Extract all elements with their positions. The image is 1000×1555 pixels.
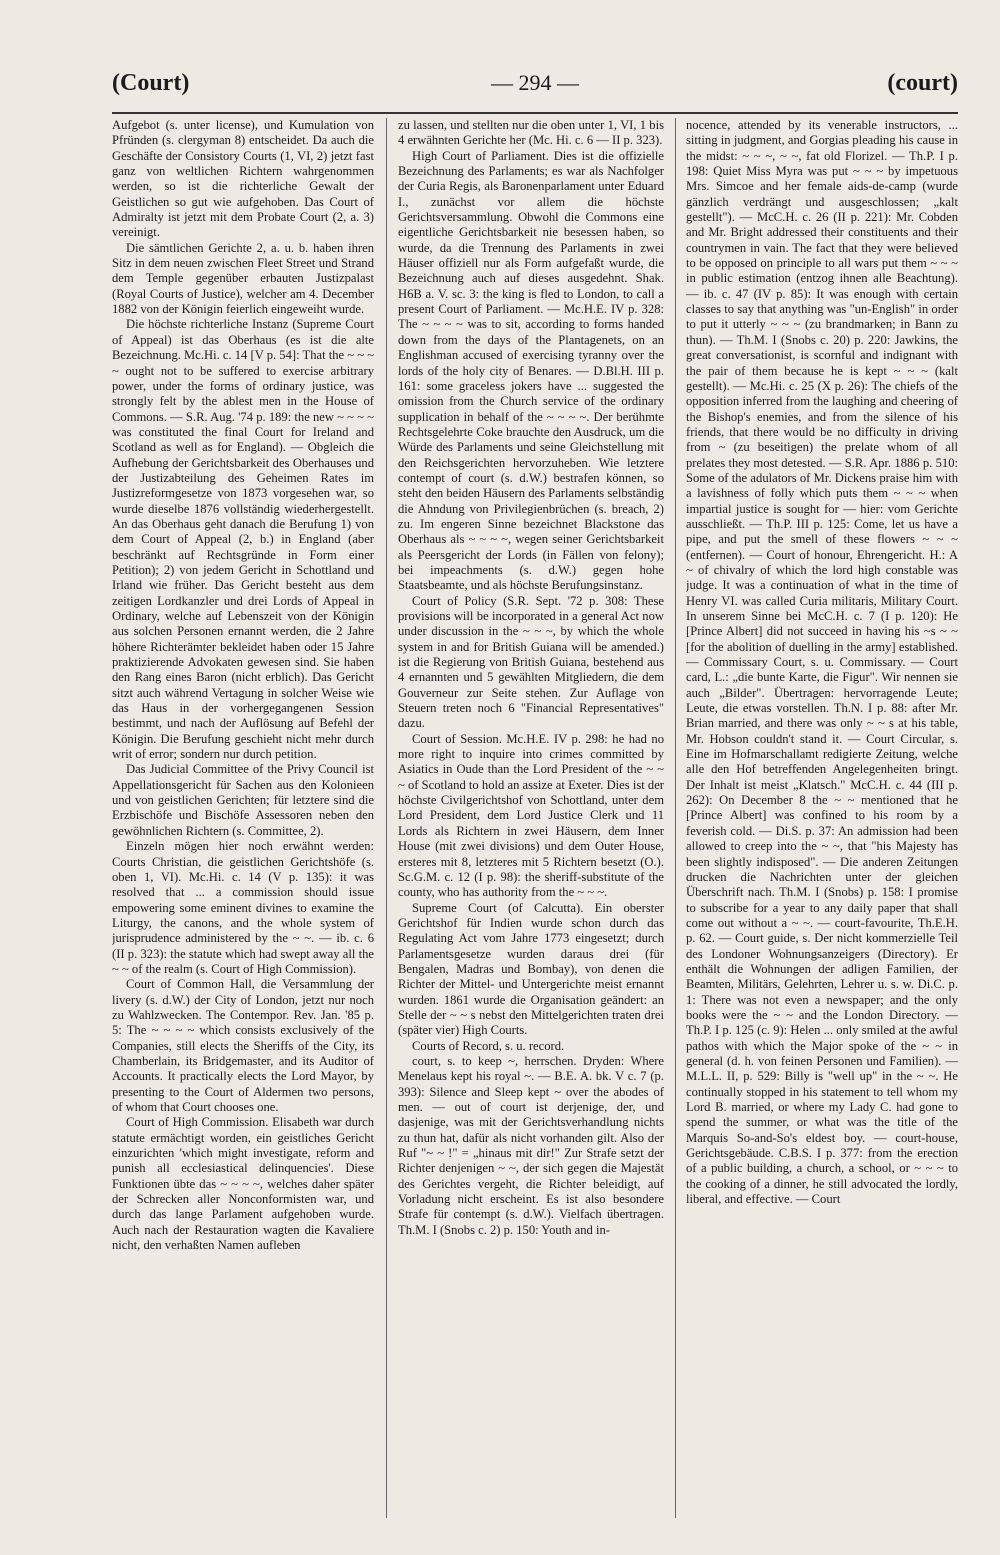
paragraph: High Court of Parliament. Dies ist die offizielle Bezeichnung des Parlaments; es war als Nachfolger der Curia Regis, als Baronenparlament unter Eduard I., zunächst vor allem die höchste Gerichtsversammlung. Obwohl die Commons eine eigentliche Gerichtsbarkeit nie besessen haben, so wurde, da die Trennung des Parlaments in zwei Häuser offiziell nur als Form aufgefaßt wurde, die Bezeichnung auch auf dieses ausgedehnt. Shak. H6B a. V. sc. 3: the king is fled to London, to call a present Court of Parliament. — Mc.H.E. IV p. 328: The ~ ~ ~ ~ was to sit, according to forms handed down from the days of the Plantagenets, on an Englishman accused of exercising tyranny over the lords of the holy city of Benares. — D.Bl.H. III p. 161: some graceless jokers have ... suggested the omission from the Church service of the ordinary supplication in behalf of the ~ ~ ~ ~. Der berühmte Rechtsgelehrte Coke brauchte den Ausdruck, um die Würde des Parlaments und seine Gleichstellung mit den Reichsgerichten hervorzuheben. Wie letztere contempt of court (s. d.W.) bestrafen können, so steht den beiden Häusern des Parlaments selbständig die Ahndung von Privilegienbrüchen (s. breach, 2) zu. Im engeren Sinne bezeichnet Blackstone das Oberhaus als ~ ~ ~ ~, wegen seiner Gerichtsbarkeit als Peersgericht der Lords (in Fällen von felony); bei impeachments (s. d.W.) gegen hohe Staatsbeamte, und als höchste Berufungsinstanz. <box>398 148 664 593</box>
paragraph: Einzeln mögen hier noch erwähnt werden: Courts Christian, die geistlichen Gerichtshöfe (s. oben 1, VI). Mc.Hi. c. 14 (V p. 135): it was resolved that ... a commission should issue empowering some eminent divines to examine the Liturgy, the canons, and the whole system of jurisprudence administered by the ~ ~. — ib. c. 6 (II p. 323): the statute which had swept away all the ~ ~ of the realm (s. Court of High Commission). <box>112 839 374 976</box>
header-rule <box>112 112 958 114</box>
header-left-keyword: (Court) <box>112 70 190 96</box>
column-divider <box>675 118 676 1518</box>
paragraph: zu lassen, und stellten nur die oben unter 1, VI, 1 bis 4 erwähnten Gerichte her (Mc. Hi. c. 6 — II p. 323). <box>398 118 664 148</box>
paragraph: Court of Common Hall, die Versammlung der livery (s. d.W.) der City of London, jetzt nur noch zu Wahlzwecken. The Contempor. Rev. Jan. '85 p. 5: The ~ ~ ~ ~ which consists exclusively of the Companies, still elects the Sheriffs of the City, its Chamberlain, its Bridgemaster, and its Auditor of Accounts. It practically elects the Lord Mayor, by presenting to the Court of Aldermen two persons, of whom that Court chooses one. <box>112 977 374 1114</box>
paragraph: Die sämtlichen Gerichte 2, a. u. b. haben ihren Sitz in dem neuen zwischen Fleet Street und Strand dem Temple gegenüber erbauten Justizpalast (Royal Courts of Justice), welcher am 4. December 1882 von der Königin feierlich eingeweiht wurde. <box>112 240 374 317</box>
paragraph: Court of Policy (S.R. Sept. '72 p. 308: These provisions will be incorporated in a general Act now under discussion in the ~ ~ ~, by which the whole system in and for British Guiana will be amended.) ist die Regierung von British Guiana, bestehend aus 4 ernannten und 5 gewählten Mitgliedern, die dem Gouverneur zur Seite stehen. Zur Auflage von Steuern treten noch 6 "Financial Representatives" dazu. <box>398 593 664 731</box>
paragraph: Court of Session. Mc.H.E. IV p. 298: he had no more right to inquire into crimes committed by Asiatics in Oude than the Lord President of the ~ ~ ~ of Scotland to hold an assize at Exeter. Dies ist der höchste Civilgerichtshof von Schottland, unter dem Lord President, dem Lord Justice Clerk und 11 Lords als Richtern in zwei Häusern, dem Inner House (mit zwei divisions) und dem Outer House, ersteres mit 8, letzteres mit 5 Richtern besetzt (O.). Sc.G.M. c. 12 (I p. 98): the sheriff-substitute of the county, who has authority from the ~ ~ ~. <box>398 731 664 900</box>
paragraph: Court of High Commission. Elisabeth war durch statute ermächtigt worden, ein geistliches Gericht einzurichten 'which might investigate, reform and punish all ecclesiastical delinquencies'. Diese Funktionen übte das ~ ~ ~ ~, welches daher später der Schrecken aller Nonconformisten war, und durch das lange Parlament aufgehoben wurde. Auch nach der Restauration wagten die Kavaliere nicht, den verhaßten Namen aufleben <box>112 1115 374 1253</box>
column-3 <box>686 118 958 1518</box>
page-number: — 294 — <box>491 70 579 95</box>
paragraph: nocence, attended by its venerable instructors, ... sitting in judgment, and Gorgias pleading his cause in the midst: ~ ~ ~, ~ ~, fat old Florizel. — Th.P. I p. 198: Quiet Miss Myra was put ~ ~ ~ by impetuous Mrs. Simcoe and her female aids-de-camp (wurde gänzlich verdrängt und ausgeschlossen; „kalt gestellt"). — McC.H. c. 26 (II p. 221): Mr. Cobden and Mr. Bright addressed their constituents and their countrymen in vain. The fact that they were believed to be opposed on principle to all wars put them ~ ~ ~ in public estimation (entzog ihnen alle Beachtung). — ib. c. 47 (IV p. 85): It was enough with certain classes to say that anything was "un-English" in order to put it utterly ~ ~ ~ (zu brandmarken; in Bann zu thun). — Th.M. I (Snobs c. 20) p. 220: Jawkins, the great conversationist, is scornful and indignant with the pair of them because he is kept ~ ~ ~ (kalt gestellt). — Mc.Hi. c. 25 (X p. 26): The chiefs of the opposition inferred from the laughing and cheering of the Bishop's enemies, and from the silence of his friends, that there would be no difficulty in driving from ~ (zu beseitigen) the prelate whom of all prelates they most detested. — S.R. Apr. 1886 p. 510: Some of the adulators of Mr. Dickens praise him with a lavishness of folly which puts them ~ ~ ~ when impartial justice is sought for — hier: vom Gerichte ausschließt. — Th.P. III p. 125: Come, let us have a pipe, and put the smell of these flowers ~ ~ ~ (entfernen). — Court of honour, Ehrengericht. H.: A ~ of chivalry of which the lord high constable was judge. It was a continuation of what in the time of Henry VI. was called Curia militaris, Military Court. In unserem Sinne bei McC.H. c. 7 (I p. 120): He [Prince Albert] did not succeed in having his ~s ~ ~ [for the abolition of duelling in the army] established. — Commissary Court, s. u. Commissary. — Court card, L.: „die bunte Karte, die Figur". Wir nennen sie auch „Bilder". Übertragen: hervorragende Leute; Leute, die etwas vorstellen. Th.N. I p. 88: after Mr. Brian married, and there was only ~ ~ s at his table, Mr. Hobson couldn't stand it. — Court Circular, s. Eine im Hofmarschallamt redigierte Zeitung, welche alle den Hof betreffenden Angelegenheiten bringt. Der Inhalt ist meist „Klatsch." McC.H. c. 44 (III p. 262): On December 8 the ~ ~ mentioned that he [Prince Albert] was confined to his room by a feverish cold. — Di.S. p. 37: An admission had been allowed to creep into the ~ ~, that "his Majesty has been slightly indisposed". — Die anderen Zeitungen drucken die Nachrichten unter der gleichen Überschrift nach. Th.M. I (Snobs) p. 158: I promise to subscribe for a year to any daily paper that shall come out without a ~ ~. — court-favourite, Th.E.H. p. 62. — Court guide, s. Der nicht kommerzielle Teil des Londoner Wohnungsanzeigers (Directory). Er enthält die Wohnungen der adligen Familien, der Beamten, Militärs, Gelehrten, Lehrer u. s. w. Di.C. p. 1: There was not even a newspaper; and the only books were the ~ ~ and the London Directory. — Th.P. I p. 125 (c. 9): Helen ... only smiled at the awful pathos with which the Major spoke of the ~ ~ in general (d. h. von feinen Personen und Familien). — M.L.L. II, p. 529: Billy is "well up" in the ~ ~. He continually stopped in his statement to tell whom my Lord B. married, or where my Lady C. had gone to spend the summer, or what was the title of the Marquis So-and-So's eldest boy. — court-house, Gerichtsgebäude. C.B.S. I p. 377: from the erection of a public building, a church, a school, or ~ ~ ~ to the cooking of a dinner, he still advocated the lordly, liberal, and effective. — Court <box>686 118 958 1207</box>
paragraph: court, s. to keep ~, herrschen. Dryden: Where Menelaus kept his royal ~. — B.E. A. bk. V c. 7 (p. 393): Silence and Sleep kept ~ over the abodes of men. — out of court ist derjenige, der, und dasjenige, was mit der Gerichtsverhandlung nichts zu thun hat, dafür als nicht vorhanden gilt. Also der Ruf "~ ~ !" = „hinaus mit dir!" Zur Strafe setzt der Richter denjenigen ~ ~, der sich gegen die Majestät des Gerichtes vergeht, die Richter beleidigt, auf Vorladung nicht erscheint. Es ist also besondere Strafe für contempt (s. d.W.). Vielfach übertragen. Th.M. I (Snobs c. 2) p. 150: Youth and in- <box>398 1053 664 1237</box>
paragraph: Courts of Record, s. u. record. <box>412 1038 565 1053</box>
column-1 <box>112 118 374 1518</box>
header-right-keyword: (court) <box>887 70 958 96</box>
paragraph: Supreme Court (of Calcutta). Ein oberster Gerichtshof für Indien wurde schon durch das Regulating Act vom Jahre 1773 eingesetzt; durch Parlamentsgesetze wurden daraus drei (für Bengalen, Madras und Bombay), von denen die Richter der Mittel- und Untergerichte meist ernannt wurden. 1861 wurde die Organisation geändert: an Stelle der ~ ~ s nebst den Mittelgerichten traten drei (später vier) High Courts. <box>398 900 664 1038</box>
paragraph: Aufgebot (s. unter license), und Kumulation von Pfründen (s. clergyman 8) entscheidet. Da auch die Geschäfte der Consistory Courts (1, VI, 2) jetzt fast ganz von weltlichen Richtern wahrgenommen werden, so ist die richterliche Gewalt der Geistlichen so gut wie aufgehoben. Das Court of Admiralty ist jetzt mit dem Probate Court (2, a. 3) vereinigt. <box>112 118 374 240</box>
column-2 <box>398 118 664 1518</box>
paragraph: Die höchste richterliche Instanz (Supreme Court of Appeal) ist das Oberhaus (es ist die alte Bezeichnung. Mc.Hi. c. 14 [V p. 54]: That the ~ ~ ~ ~ ought not to be suffered to exercise arbitrary power, under the forms of ordinary justice, was strongly felt by the ablest men in the House of Commons. — S.R. Aug. '74 p. 189: the new ~ ~ ~ ~ was constituted the final Court for Ireland and Scotland as well as for England). — Obgleich die Aufhebung der Gerichtsbarkeit des Oberhauses und der Justizabteilung des Geheimen Rates im Justizreformgesetze von 1873 vorgesehen war, so wurde dieselbe 1876 vollständig wiederhergestellt. An das Oberhaus geht danach die Berufung 1) von dem Court of Appeal (2, b.) in England (aber beschränkt auf Rechtsgründe in Form einer Petition); 2) von jedem Gericht in Schottland und Irland wie früher. Das Gericht besteht aus dem zeitigen Lordkanzler und drei Lords of Appeal in Ordinary, welche auf Lebenszeit von der Königin aus solchen Personen ernannt werden, die 2 Jahre höhere Richterämter bekleidet haben oder 15 Jahre praktizierende Advokaten gewesen sind. Sie haben den Rang eines Baron (nicht erblich). Das Gericht sitzt auch während Vertagung in solcher Weise wie das Haus in der vorhergegangenen Session bestimmt, und nach der Auflösung auf Befehl der Königin. Die Berufung geschieht nicht mehr durch writ of error; sondern nur durch petition. <box>112 317 374 762</box>
column-divider <box>386 118 387 1518</box>
paragraph: Das Judicial Committee of the Privy Council ist Appellationsgericht für Sachen aus den Kolonieen und von geistlichen Gerichten; für letztere sind die Erzbischöfe und Bischöfe Assessoren neben den gewöhnlichen Richtern (s. Committee, 2). <box>112 762 374 838</box>
page-header <box>112 70 958 110</box>
